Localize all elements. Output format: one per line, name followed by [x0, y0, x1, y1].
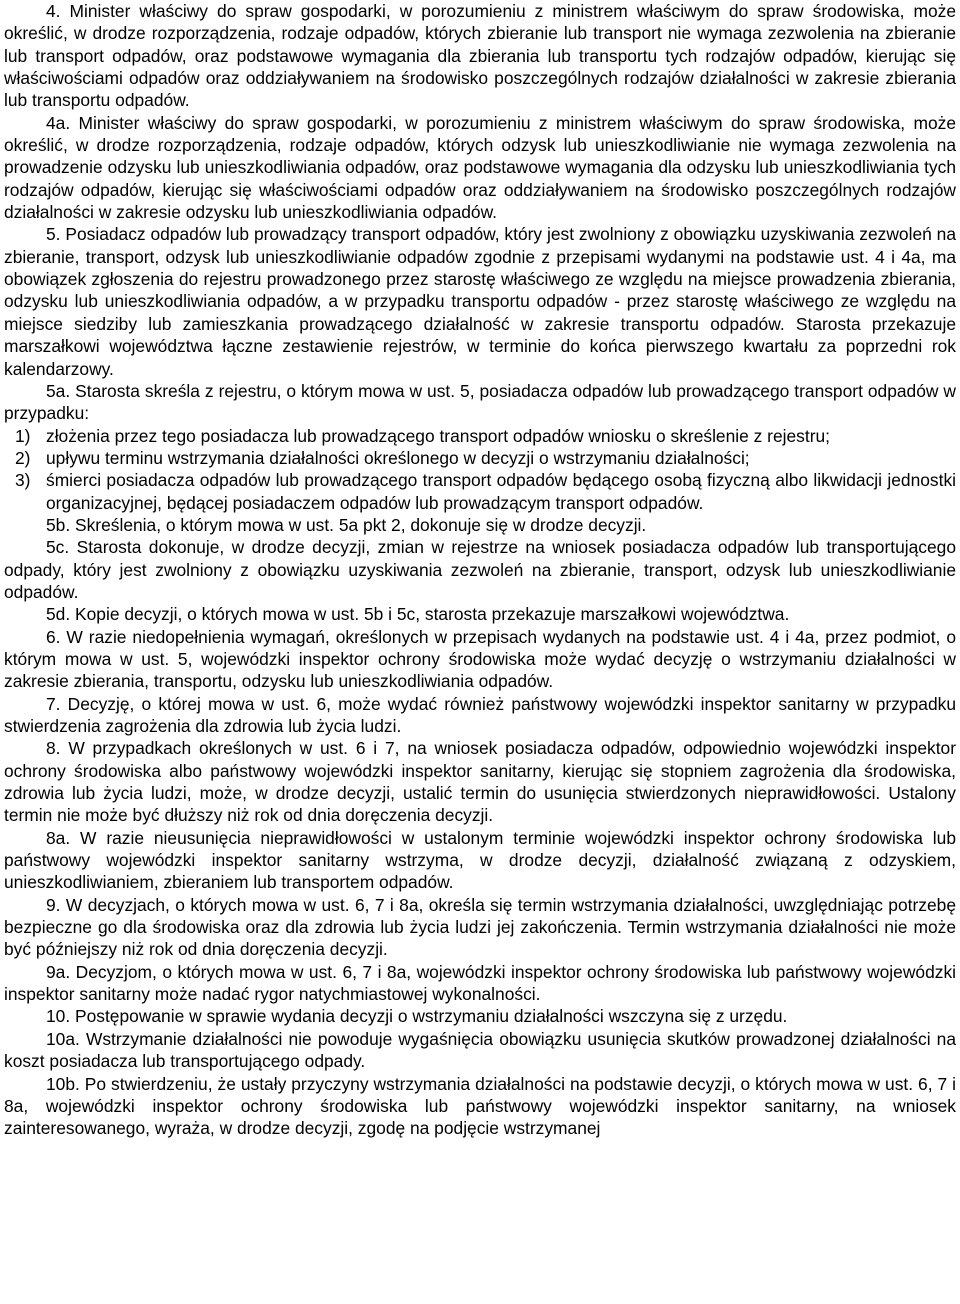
list-item-text: upływu terminu wstrzymania działalności określonego w decyzji o wstrzymaniu działalności;: [46, 447, 750, 468]
paragraph-9: 9. W decyzjach, o których mowa w ust. 6, 7 i 8a, określa się termin wstrzymania działalności, uwzględniając potrzebę bezpieczne go dla środowiska oraz dla zdrowia lub życia ludzi jej zakończenia. Termin wstrzymania działalności nie może być późniejszy niż rok od dnia doręczenia decyzji.: [4, 894, 956, 960]
list-item: [4, 425, 956, 447]
paragraph-9a: 9a. Decyzjom, o których mowa w ust. 6, 7 i 8a, wojewódzki inspektor ochrony środowiska lub państwowy wojewódzki inspektor sanitarny może nadać rygor natychmiastowej wykonalności.: [4, 961, 956, 1005]
list-item: [4, 447, 956, 469]
paragraph-8a: 8a. W razie nieusunięcia nieprawidłowości w ustalonym terminie wojewódzki inspektor ochrony środowiska lub państwowy wojewódzki inspektor sanitarny wstrzyma, w drodze decyzji, działalność związaną z odzyskiem, unieszkodliwianiem, zbieraniem lub transportem odpadów.: [4, 827, 956, 893]
paragraph-6: 6. W razie niedopełnienia wymagań, określonych w przepisach wydanych na podstawie ust. 4 i 4a, przez podmiot, o którym mowa w ust. 5, wojewódzki inspektor ochrony środowiska może wydać decyzję o wstrzymaniu działalności w zakresie zbierania, transportu, odzysku lub unieszkodliwiania odpadów.: [4, 626, 956, 692]
list-item-number: 1): [15, 425, 31, 446]
list-item-text: śmierci posiadacza odpadów lub prowadzącego transport odpadów będącego osobą fizyczną albo likwidacji jednostki organizacyjnej, będącej posiadaczem odpadów lub prowadzącym transport odpadów.: [46, 470, 956, 513]
paragraph-10b: 10b. Po stwierdzeniu, że ustały przyczyny wstrzymania działalności na podstawie decyzji, o których mowa w ust. 6, 7 i 8a, wojewódzki inspektor ochrony środowiska lub państwowy wojewódzki inspektor sanitarny, na wniosek zainteresowanego, wyraża, w drodze decyzji, zgodę na podjęcie wstrzymanej: [4, 1073, 956, 1139]
paragraph-10a: 10a. Wstrzymanie działalności nie powoduje wygaśnięcia obowiązku usunięcia skutków prowadzonej działalności na koszt posiadacza lub transportującego odpady.: [4, 1028, 956, 1072]
paragraph-5c: 5c. Starosta dokonuje, w drodze decyzji, zmian w rejestrze na wniosek posiadacza odpadów lub transportującego odpady, który jest zwolniony z obowiązku uzyskiwania zezwoleń na zbieranie, transport, odzysk lub unieszkodliwianie odpadów.: [4, 537, 956, 602]
paragraph-5b: 5b. Skreślenia, o którym mowa w ust. 5a pkt 2, dokonuje się w drodze decyzji.: [46, 514, 647, 535]
list-item-text: złożenia przez tego posiadacza lub prowadzącego transport odpadów wniosku o skreślenie z rejestru;: [46, 425, 830, 446]
paragraph-5d: 5d. Kopie decyzji, o których mowa w ust. 5b i 5c, starosta przekazuje marszałkowi województwa.: [46, 604, 790, 625]
list-item-number: 3): [15, 470, 31, 491]
list-item: [4, 469, 956, 514]
paragraph-7: 7. Decyzję, o której mowa w ust. 6, może wydać również państwowy wojewódzki inspektor sanitarny w przypadku stwierdzenia zagrożenia dla zdrowia lub życia ludzi.: [4, 693, 956, 736]
paragraph-4a: 4a. Minister właściwy do spraw gospodarki, w porozumieniu z ministrem właściwym do spraw środowiska, może określić, w drodze rozporządzenia, rodzaje odpadów, których odzysk lub unieszkodliwianie nie wymaga zezwolenia na prowadzenie odzysku lub unieszkodliwiania odpadów, oraz podstawowe wymagania dla odzysku lub unieszkodliwiania tych rodzajów odpadów, kierując się właściwościami odpadów oraz oddziaływaniem na środowisko poszczególnych rodzajów działalności w zakresie odzysku lub unieszkodliwiania odpadów.: [4, 112, 956, 223]
paragraph-5: 5. Posiadacz odpadów lub prowadzący transport odpadów, który jest zwolniony z obowiązku uzyskiwania zezwoleń na zbieranie, transport, odzysk lub unieszkodliwianie odpadów zgodnie z przepisami wydanymi na podstawie ust. 4 i 4a, ma obowiązek zgłoszenia do rejestru prowadzonego przez starostę właściwego ze względu na miejsce prowadzenia zbierania, odzysku lub unieszkodliwiania odpadów, a w przypadku transportu odpadów - przez starostę właściwego ze względu na miejsce siedziby lub zamieszkania prowadzącego działalność w zakresie transportu odpadów. Starosta przekazuje marszałkowi województwa łączne zestawienie rejestrów, w terminie do końca pierwszego kwartału za poprzedni rok kalendarzowy.: [4, 224, 956, 379]
paragraph-5a: 5a. Starosta skreśla z rejestru, o którym mowa w ust. 5, posiadacza odpadów lub prowadzącego transport odpadów w przypadku:: [4, 380, 956, 424]
paragraph-10: 10. Postępowanie w sprawie wydania decyzji o wstrzymaniu działalności wszczyna się z urzędu.: [46, 1006, 788, 1027]
list-item-number: 2): [15, 447, 31, 468]
paragraph-8: 8. W przypadkach określonych w ust. 6 i 7, na wniosek posiadacza odpadów, odpowiednio wojewódzki inspektor ochrony środowiska albo państwowy wojewódzki inspektor sanitarny, kierując się stopniem zagrożenia dla środowiska, zdrowia lub życia ludzi, może, w drodze decyzji, ustalić termin do usunięcia stwierdzonych nieprawidłowości. Ustalony termin nie może być dłuższy niż rok od dnia doręczenia decyzji.: [4, 738, 956, 826]
paragraph-4: 4. Minister właściwy do spraw gospodarki, w porozumieniu z ministrem właściwym do spraw środowiska, może określić, w drodze rozporządzenia, rodzaje odpadów, których zbieranie lub transport nie wymaga zezwolenia na zbieranie lub transport odpadów, oraz podstawowe wymagania dla zbierania lub transportu tych rodzajów odpadów, kierując się właściwościami odpadów oraz oddziaływaniem na środowisko poszczególnych rodzajów działalności w zakresie zbierania lub transportu odpadów.: [4, 1, 956, 111]
